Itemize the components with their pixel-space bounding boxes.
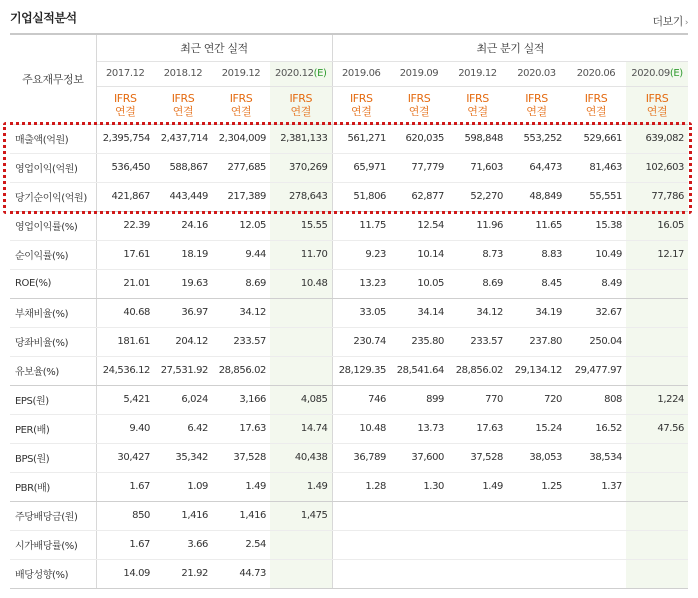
value-cell <box>507 530 566 559</box>
value-cell: 1.09 <box>154 472 212 501</box>
value-cell: 1,416 <box>212 501 270 530</box>
value-cell: 71,603 <box>448 153 507 182</box>
value-cell: 370,269 <box>270 153 332 182</box>
value-cell: 217,389 <box>212 182 270 211</box>
ifrs-label: IFRS <box>289 92 313 105</box>
value-cell: 15.55 <box>270 211 332 240</box>
value-cell: 19.63 <box>154 269 212 298</box>
value-cell: 850 <box>96 501 154 530</box>
value-cell: 2,395,754 <box>96 124 154 153</box>
period-label: 2019.12 <box>458 68 497 79</box>
value-cell <box>332 559 390 588</box>
value-cell <box>626 472 688 501</box>
value-cell: 28,541.64 <box>390 356 448 385</box>
consolidated-label: 연결 <box>115 105 136 118</box>
ifrs-badge <box>212 86 270 124</box>
value-cell: 51,806 <box>332 182 390 211</box>
value-cell: 28,856.02 <box>212 356 270 385</box>
period-label: 2019.12 <box>221 68 261 79</box>
value-cell: 36,789 <box>332 443 390 472</box>
value-cell: 9.23 <box>332 240 390 269</box>
value-cell: 10.49 <box>566 240 626 269</box>
period-label: 2020.03 <box>517 68 556 79</box>
value-cell <box>626 530 688 559</box>
value-cell <box>626 443 688 472</box>
value-cell <box>626 269 688 298</box>
row-label: 매출액(억원) <box>10 124 96 153</box>
value-cell: 8.73 <box>448 240 507 269</box>
ifrs-label: IFRS <box>171 92 195 105</box>
value-cell: 47.56 <box>626 414 688 443</box>
row-label: PBR(배) <box>10 472 96 501</box>
value-cell: 35,342 <box>154 443 212 472</box>
value-cell <box>566 530 626 559</box>
value-cell: 2,381,133 <box>270 124 332 153</box>
value-cell <box>332 530 390 559</box>
estimate-mark: (E) <box>313 68 327 79</box>
financial-table <box>10 33 688 589</box>
value-cell: 34.14 <box>390 298 448 327</box>
row-label: 당좌비율(%) <box>10 327 96 356</box>
value-cell: 443,449 <box>154 182 212 211</box>
value-cell: 38,534 <box>566 443 626 472</box>
value-cell: 77,779 <box>390 153 448 182</box>
value-cell: 237.80 <box>507 327 566 356</box>
table-row <box>10 472 688 501</box>
period-header <box>154 61 212 86</box>
value-cell: 9.40 <box>96 414 154 443</box>
period-label: 2018.12 <box>163 68 203 79</box>
value-cell: 10.14 <box>390 240 448 269</box>
value-cell: 1.30 <box>390 472 448 501</box>
value-cell <box>507 501 566 530</box>
value-cell: 8.83 <box>507 240 566 269</box>
period-label: 2020.06 <box>576 68 616 79</box>
value-cell: 34.12 <box>212 298 270 327</box>
ifrs-badge <box>390 86 448 124</box>
ifrs-badge <box>507 86 566 124</box>
table-row <box>10 211 688 240</box>
value-cell: 11.75 <box>332 211 390 240</box>
consolidated-label: 연결 <box>585 105 607 118</box>
value-cell: 9.44 <box>212 240 270 269</box>
value-cell: 250.04 <box>566 327 626 356</box>
value-cell: 21.92 <box>154 559 212 588</box>
value-cell: 204.12 <box>154 327 212 356</box>
value-cell: 8.69 <box>212 269 270 298</box>
value-cell: 1.49 <box>212 472 270 501</box>
value-cell: 13.73 <box>390 414 448 443</box>
more-link[interactable] <box>653 13 689 29</box>
value-cell: 1.49 <box>270 472 332 501</box>
value-cell: 4,085 <box>270 385 332 414</box>
period-label: 2019.06 <box>341 68 381 79</box>
value-cell: 720 <box>507 385 566 414</box>
ifrs-badge <box>566 86 626 124</box>
value-cell <box>390 559 448 588</box>
value-cell: 808 <box>566 385 626 414</box>
value-cell: 24.16 <box>154 211 212 240</box>
value-cell <box>390 501 448 530</box>
value-cell: 15.24 <box>507 414 566 443</box>
value-cell: 33.05 <box>332 298 390 327</box>
value-cell: 10.05 <box>390 269 448 298</box>
ifrs-label: IFRS <box>113 92 137 105</box>
ifrs-badge <box>332 86 390 124</box>
row-label: 영업이익률(%) <box>10 211 96 240</box>
value-cell: 2,437,714 <box>154 124 212 153</box>
ifrs-label: IFRS <box>407 92 431 105</box>
value-cell: 40.68 <box>96 298 154 327</box>
value-cell <box>507 559 566 588</box>
value-cell: 529,661 <box>566 124 626 153</box>
consolidated-label: 연결 <box>467 105 488 118</box>
value-cell: 770 <box>448 385 507 414</box>
value-cell <box>626 298 688 327</box>
consolidated-label: 연결 <box>526 105 547 118</box>
value-cell: 598,848 <box>448 124 507 153</box>
value-cell: 22.39 <box>96 211 154 240</box>
period-header <box>390 61 448 86</box>
table-row <box>10 530 688 559</box>
value-cell: 553,252 <box>507 124 566 153</box>
value-cell: 36.97 <box>154 298 212 327</box>
row-label: 유보율(%) <box>10 356 96 385</box>
ifrs-badge <box>154 86 212 124</box>
value-cell: 620,035 <box>390 124 448 153</box>
value-cell: 28,856.02 <box>448 356 507 385</box>
value-cell: 3.66 <box>154 530 212 559</box>
consolidated-label: 연결 <box>646 105 668 118</box>
table-row <box>10 269 688 298</box>
period-header <box>448 61 507 86</box>
value-cell: 14.09 <box>96 559 154 588</box>
value-cell: 16.52 <box>566 414 626 443</box>
consolidated-label: 연결 <box>230 105 252 118</box>
table-row <box>10 182 688 211</box>
value-cell <box>270 530 332 559</box>
row-label: EPS(원) <box>10 385 96 414</box>
table-row <box>10 298 688 327</box>
value-cell <box>566 501 626 530</box>
table-row <box>10 153 688 182</box>
period-header <box>507 61 566 86</box>
value-cell: 34.19 <box>507 298 566 327</box>
value-cell: 34.12 <box>448 298 507 327</box>
value-cell: 235.80 <box>390 327 448 356</box>
row-label: 영업이익(억원) <box>10 153 96 182</box>
value-cell: 10.48 <box>332 414 390 443</box>
value-cell: 13.23 <box>332 269 390 298</box>
value-cell <box>626 559 688 588</box>
value-cell: 24,536.12 <box>96 356 154 385</box>
value-cell: 64,473 <box>507 153 566 182</box>
value-cell: 40,438 <box>270 443 332 472</box>
value-cell: 14.74 <box>270 414 332 443</box>
consolidated-label: 연결 <box>290 105 311 118</box>
ifrs-badge <box>96 86 154 124</box>
period-label: 2020.12 <box>275 68 314 79</box>
value-cell: 233.57 <box>212 327 270 356</box>
value-cell <box>626 327 688 356</box>
value-cell <box>390 530 448 559</box>
row-label: 부채비율(%) <box>10 298 96 327</box>
value-cell: 1.28 <box>332 472 390 501</box>
consolidated-label: 연결 <box>172 105 194 118</box>
value-cell: 230.74 <box>332 327 390 356</box>
ifrs-badge <box>448 86 507 124</box>
table-row <box>10 443 688 472</box>
table-row <box>10 356 688 385</box>
row-label: PER(배) <box>10 414 96 443</box>
value-cell <box>270 298 332 327</box>
value-cell: 421,867 <box>96 182 154 211</box>
period-header <box>270 61 332 86</box>
value-cell: 37,600 <box>390 443 448 472</box>
value-cell: 12.05 <box>212 211 270 240</box>
ifrs-label: IFRS <box>466 92 489 105</box>
table-row <box>10 559 688 588</box>
value-cell: 1,224 <box>626 385 688 414</box>
value-cell: 588,867 <box>154 153 212 182</box>
ifrs-label: IFRS <box>645 92 669 105</box>
estimate-mark: (E) <box>669 68 683 79</box>
row-label: 배당성향(%) <box>10 559 96 588</box>
value-cell: 52,270 <box>448 182 507 211</box>
section-title: 기업실적분석 <box>10 11 77 25</box>
value-cell: 17.63 <box>448 414 507 443</box>
value-cell: 12.17 <box>626 240 688 269</box>
table-row <box>10 501 688 530</box>
value-cell: 21.01 <box>96 269 154 298</box>
value-cell: 2,304,009 <box>212 124 270 153</box>
value-cell: 233.57 <box>448 327 507 356</box>
value-cell: 2.54 <box>212 530 270 559</box>
value-cell: 62,877 <box>390 182 448 211</box>
row-label: 당기순이익(억원) <box>10 182 96 211</box>
value-cell: 8.45 <box>507 269 566 298</box>
value-cell: 561,271 <box>332 124 390 153</box>
period-label: 2017.12 <box>105 68 145 79</box>
value-cell: 11.70 <box>270 240 332 269</box>
chevron-right-icon: › <box>684 18 688 28</box>
value-cell: 6.42 <box>154 414 212 443</box>
value-cell: 1.25 <box>507 472 566 501</box>
ifrs-badge <box>270 86 332 124</box>
period-label: 2019.09 <box>399 68 439 79</box>
value-cell <box>270 559 332 588</box>
value-cell <box>270 356 332 385</box>
value-cell: 102,603 <box>626 153 688 182</box>
period-header <box>566 61 626 86</box>
table-row <box>10 414 688 443</box>
ifrs-badge <box>626 86 688 124</box>
value-cell: 11.65 <box>507 211 566 240</box>
value-cell: 17.61 <box>96 240 154 269</box>
more-label: 더보기 <box>652 15 683 28</box>
period-header <box>332 61 390 86</box>
value-cell: 6,024 <box>154 385 212 414</box>
value-cell: 277,685 <box>212 153 270 182</box>
value-cell: 18.19 <box>154 240 212 269</box>
value-cell: 27,531.92 <box>154 356 212 385</box>
value-cell: 44.73 <box>212 559 270 588</box>
period-header <box>212 61 270 86</box>
period-header <box>626 61 688 86</box>
row-label: 시가배당률(%) <box>10 530 96 559</box>
value-cell: 639,082 <box>626 124 688 153</box>
value-cell <box>332 501 390 530</box>
value-cell: 278,643 <box>270 182 332 211</box>
value-cell: 37,528 <box>448 443 507 472</box>
value-cell: 8.69 <box>448 269 507 298</box>
value-cell: 37,528 <box>212 443 270 472</box>
value-cell: 899 <box>390 385 448 414</box>
value-cell: 1.37 <box>566 472 626 501</box>
value-cell: 38,053 <box>507 443 566 472</box>
row-header-label: 주요재무정보 <box>10 34 96 124</box>
value-cell: 1.67 <box>96 530 154 559</box>
value-cell: 15.38 <box>566 211 626 240</box>
value-cell: 181.61 <box>96 327 154 356</box>
ifrs-label: IFRS <box>349 92 373 105</box>
value-cell: 30,427 <box>96 443 154 472</box>
row-label: BPS(원) <box>10 443 96 472</box>
value-cell: 5,421 <box>96 385 154 414</box>
value-cell: 17.63 <box>212 414 270 443</box>
value-cell: 77,786 <box>626 182 688 211</box>
value-cell <box>448 559 507 588</box>
value-cell: 55,551 <box>566 182 626 211</box>
value-cell: 65,971 <box>332 153 390 182</box>
value-cell: 10.48 <box>270 269 332 298</box>
value-cell: 29,134.12 <box>507 356 566 385</box>
value-cell <box>626 501 688 530</box>
value-cell: 28,129.35 <box>332 356 390 385</box>
row-label: 순이익률(%) <box>10 240 96 269</box>
value-cell: 536,450 <box>96 153 154 182</box>
row-label: 주당배당금(원) <box>10 501 96 530</box>
value-cell <box>448 501 507 530</box>
group-quarter: 최근 분기 실적 <box>332 34 688 61</box>
value-cell: 8.49 <box>566 269 626 298</box>
value-cell: 12.54 <box>390 211 448 240</box>
value-cell: 11.96 <box>448 211 507 240</box>
value-cell: 1,475 <box>270 501 332 530</box>
ifrs-label: IFRS <box>229 92 253 105</box>
consolidated-label: 연결 <box>351 105 372 118</box>
ifrs-label: IFRS <box>525 92 548 105</box>
value-cell: 1,416 <box>154 501 212 530</box>
value-cell: 1.67 <box>96 472 154 501</box>
table-row <box>10 124 688 153</box>
value-cell <box>270 327 332 356</box>
value-cell: 3,166 <box>212 385 270 414</box>
value-cell: 16.05 <box>626 211 688 240</box>
value-cell: 32.67 <box>566 298 626 327</box>
value-cell: 1.49 <box>448 472 507 501</box>
value-cell: 48,849 <box>507 182 566 211</box>
value-cell: 81,463 <box>566 153 626 182</box>
group-annual: 최근 연간 실적 <box>96 34 332 61</box>
value-cell <box>566 559 626 588</box>
value-cell: 29,477.97 <box>566 356 626 385</box>
period-label: 2020.09 <box>631 68 670 79</box>
table-row <box>10 327 688 356</box>
ifrs-label: IFRS <box>584 92 608 105</box>
value-cell <box>448 530 507 559</box>
value-cell <box>626 356 688 385</box>
table-row <box>10 385 688 414</box>
row-label: ROE(%) <box>10 269 96 298</box>
value-cell: 746 <box>332 385 390 414</box>
period-header <box>96 61 154 86</box>
consolidated-label: 연결 <box>408 105 430 118</box>
table-row <box>10 240 688 269</box>
